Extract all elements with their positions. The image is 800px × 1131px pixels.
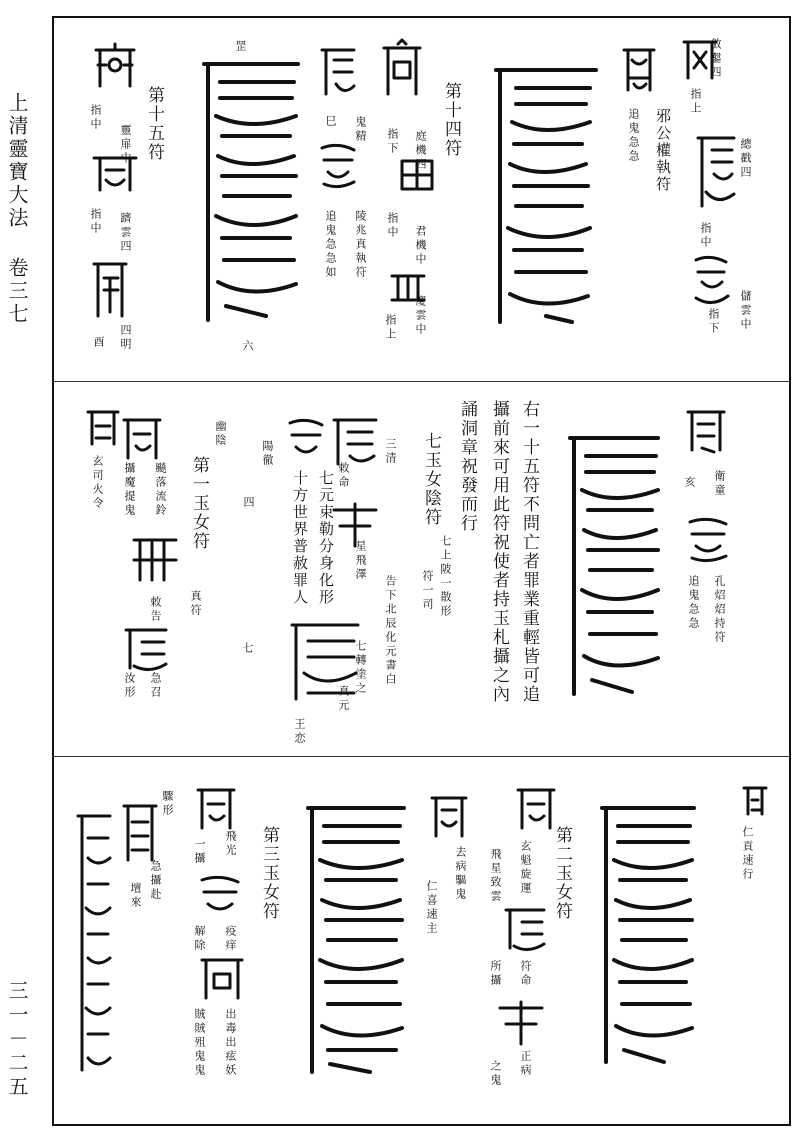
label: 玄魁旋運 <box>519 840 532 896</box>
label: 靈扉中 <box>119 124 132 166</box>
label: 所攝 <box>489 960 502 988</box>
label: 總戳四 <box>739 138 752 180</box>
label: 告下北辰化元書白 <box>384 575 397 687</box>
talisman-glyph <box>316 140 360 190</box>
talisman-glyph <box>90 150 140 196</box>
section-title: 第二玉女符 <box>552 826 572 921</box>
talisman-large-glyph <box>562 430 666 702</box>
spell-text: 追鬼急急 <box>627 108 640 164</box>
label: 符命 <box>519 960 532 988</box>
label: 罡 <box>234 40 247 54</box>
label: 急召 <box>149 672 162 700</box>
finger-label: 指中 <box>386 212 399 240</box>
label: 急攝赴 <box>149 860 162 902</box>
page-mark: 七 <box>241 642 254 656</box>
label: 壇來 <box>129 882 142 910</box>
talisman-glyph <box>120 620 172 674</box>
talisman-glyph <box>120 412 164 462</box>
talisman-glyph <box>130 530 180 586</box>
label: 庭機四 <box>414 130 427 172</box>
note-text: 右一十五符不問亡者罪業重輕皆可追 <box>519 400 539 704</box>
talisman-title: 第十四符 <box>441 82 461 158</box>
label: 七轉塗之 <box>354 640 367 696</box>
talisman-glyph <box>690 252 732 308</box>
label: 去病驅鬼 <box>454 846 467 902</box>
finger-label: 指上 <box>384 314 397 342</box>
section-title: 第三玉女符 <box>259 826 279 921</box>
finger-label: 指上 <box>689 88 702 116</box>
label: 疫痒 <box>224 925 237 953</box>
label: 真符 <box>189 590 202 618</box>
talisman-large-glyph <box>486 60 606 330</box>
label: 亥 <box>683 476 696 490</box>
talisman-glyph <box>194 782 238 832</box>
page-number: 三一－二五 <box>5 980 29 1100</box>
label: 躋雲四 <box>119 212 132 254</box>
talisman-glyph <box>428 790 470 840</box>
finger-label: 指中 <box>89 208 102 236</box>
label: 四明 <box>119 324 132 352</box>
label: 君機中 <box>414 225 427 267</box>
talisman-glyph <box>684 404 728 456</box>
subtitle: 七上陂一散形 <box>439 535 452 619</box>
label: 解除 <box>193 925 206 953</box>
label: 陽徹 <box>261 440 274 468</box>
label: 三清 <box>384 438 397 466</box>
talisman-glyph <box>196 950 248 1004</box>
label: 飈落流鈴 <box>154 462 167 518</box>
label: 仁喜速主 <box>425 880 438 936</box>
label: 敕告 <box>149 596 162 624</box>
finger-label: 指下 <box>386 128 399 156</box>
talisman-glyph <box>284 615 366 707</box>
label: 敕命 <box>337 462 350 490</box>
label: 賊賊殂鬼鬼 <box>193 1008 206 1078</box>
talisman-glyph <box>196 870 246 920</box>
label: 出毒出痃妖 <box>224 1008 237 1078</box>
label: 正病 <box>519 1050 532 1078</box>
talisman-glyph <box>318 42 358 102</box>
talisman-glyph <box>398 155 436 195</box>
talisman-glyph <box>692 132 740 212</box>
label: 巳 <box>324 115 337 129</box>
label: 之鬼 <box>489 1060 502 1088</box>
panel-divider-top <box>52 381 789 382</box>
label: 四 <box>242 496 255 510</box>
spell-text: 追鬼急急 <box>687 575 700 631</box>
label: 斂鑿四 <box>709 38 722 80</box>
verse-text: 七元束勒分身化形 <box>317 470 335 606</box>
label: 王恋 <box>293 718 306 746</box>
talisman-glyph <box>120 796 160 866</box>
label: 儲雲中 <box>739 290 752 332</box>
talisman-glyph <box>330 500 380 550</box>
note-text: 誦洞章祝發而行 <box>457 400 477 533</box>
label: 仁貢速行 <box>741 826 754 882</box>
label: 鬼精 <box>354 116 367 144</box>
label: 攝魔提鬼 <box>123 462 136 518</box>
label: 飛光 <box>224 830 237 858</box>
spell-text: 玄司火令 <box>91 455 104 511</box>
label: 幽陰 <box>214 420 227 448</box>
talisman-glyph <box>620 38 658 96</box>
note-text: 攝前來可用此符祝使者持玉札攝之內 <box>489 400 509 704</box>
label: 真元 <box>337 685 350 713</box>
label: 酉 <box>92 336 105 350</box>
talisman-long-glyph <box>72 808 116 1078</box>
book-title: 上清靈寶大法 卷三七 <box>5 92 29 326</box>
label: 飛星致雲 <box>489 848 502 904</box>
talisman-glyph <box>92 40 138 90</box>
subtitle: 符一司 <box>421 570 434 612</box>
talisman-glyph <box>740 780 770 820</box>
talisman-glyph <box>330 410 380 470</box>
label: 星飛澤 <box>354 540 367 582</box>
verse-text: 十方世界普赦罪人 <box>291 470 309 606</box>
talisman-glyph <box>284 415 328 465</box>
talisman-glyph <box>500 900 550 954</box>
talisman-glyph <box>514 782 558 832</box>
talisman-title: 邪公權執符 <box>654 108 672 193</box>
finger-label: 指中 <box>699 222 712 250</box>
label: 衛童 <box>713 470 726 498</box>
label: 驟形 <box>161 790 174 818</box>
talisman-title: 陵兆真執符 <box>354 210 367 280</box>
label: 慶雲中 <box>414 295 427 337</box>
talisman-glyph <box>496 998 546 1048</box>
talisman-glyph <box>90 256 130 320</box>
section-title: 七玉女陰符 <box>421 432 441 527</box>
finger-label: 指中 <box>89 104 102 132</box>
talisman-large-glyph <box>300 800 412 1080</box>
talisman-glyph <box>380 38 424 98</box>
talisman-title: 第十五符 <box>144 86 164 162</box>
section-title: 第一玉女符 <box>189 456 209 551</box>
label: 一攝 <box>193 838 206 866</box>
talisman-title: 孔炤炤持符 <box>713 575 726 645</box>
talisman-large-glyph <box>594 800 702 1070</box>
finger-label: 指下 <box>707 308 720 336</box>
spell-text: 追鬼急急如 <box>324 210 337 280</box>
label: 汝形 <box>123 672 136 700</box>
talisman-glyph <box>84 404 122 448</box>
panel-divider-bottom <box>52 756 789 757</box>
page-mark: 六 <box>241 340 254 354</box>
talisman-large-glyph <box>196 56 306 328</box>
talisman-glyph <box>684 512 732 564</box>
